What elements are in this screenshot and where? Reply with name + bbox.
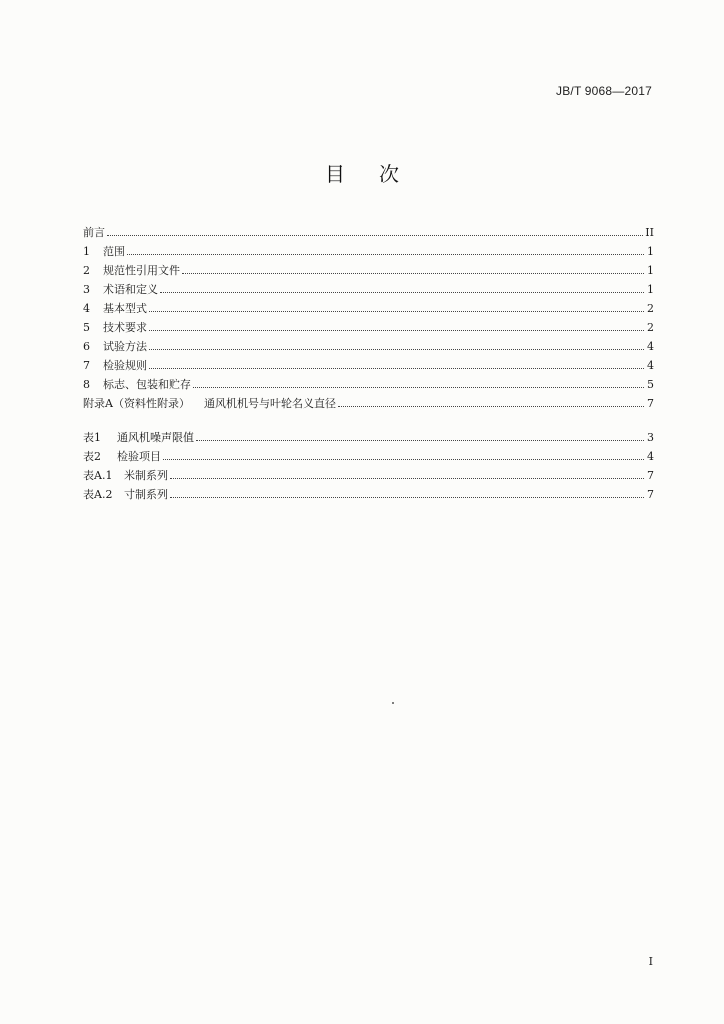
toc-entry-page: 4 <box>647 340 654 353</box>
toc-entry-terms-definitions[interactable] <box>83 280 654 299</box>
toc-entry-number: 7 <box>83 359 90 372</box>
table-entry-label: 通风机噪声限值 <box>117 431 194 444</box>
table-entry-page: 4 <box>647 450 654 463</box>
toc-entry-page: 1 <box>647 245 654 258</box>
table-entry-page: 7 <box>647 488 654 501</box>
table-entry-number: 表A.1 <box>83 469 113 482</box>
toc-entry-foreword[interactable] <box>83 223 654 242</box>
toc-entry-page: 7 <box>647 397 654 410</box>
table-entry-label: 寸制系列 <box>124 488 168 501</box>
toc-entry-number: 6 <box>83 340 90 353</box>
toc-entry-number: 5 <box>83 321 90 334</box>
table-list <box>83 428 654 504</box>
toc-entry-label: 检验规则 <box>103 359 147 372</box>
table-entry-a2[interactable] <box>83 485 654 504</box>
toc-entry-inspection-rules[interactable] <box>83 356 654 375</box>
scan-speck <box>392 702 394 704</box>
leader-dots <box>107 235 643 236</box>
leader-dots <box>149 368 644 369</box>
toc-entry-page: 5 <box>647 378 654 391</box>
leader-dots <box>149 349 644 350</box>
toc-entry-number: 2 <box>83 264 90 277</box>
toc-entry-label: 试验方法 <box>103 340 147 353</box>
table-entry-1[interactable] <box>83 428 654 447</box>
table-entry-a1[interactable] <box>83 466 654 485</box>
toc-entry-label: 技术要求 <box>103 321 147 334</box>
toc-entry-technical-requirements[interactable] <box>83 318 654 337</box>
table-entry-label: 检验项目 <box>117 450 161 463</box>
leader-dots <box>149 311 644 312</box>
toc-entry-page: II <box>645 226 654 239</box>
toc-entry-annex-a[interactable] <box>83 394 654 413</box>
toc-entry-page: 2 <box>647 321 654 334</box>
leader-dots <box>170 497 644 498</box>
toc-entry-marking-packaging-storage[interactable] <box>83 375 654 394</box>
toc-entry-basic-types[interactable] <box>83 299 654 318</box>
toc-entry-number: 附录A（资料性附录） <box>83 397 190 410</box>
toc-entry-number: 4 <box>83 302 90 315</box>
table-entry-number: 表2 <box>83 450 101 463</box>
toc-entry-number: 8 <box>83 378 90 391</box>
leader-dots <box>338 406 644 407</box>
leader-dots <box>196 440 644 441</box>
table-entry-number: 表A.2 <box>83 488 113 501</box>
table-entry-label: 米制系列 <box>124 469 168 482</box>
toc-list <box>83 223 654 413</box>
toc-entry-label: 前言 <box>83 226 105 239</box>
leader-dots <box>127 254 644 255</box>
page-number: I <box>648 955 653 968</box>
toc-entry-label: 术语和定义 <box>103 283 158 296</box>
table-entry-number: 表1 <box>83 431 101 444</box>
toc-entry-page: 1 <box>647 283 654 296</box>
toc-entry-label: 规范性引用文件 <box>103 264 180 277</box>
toc-entry-page: 2 <box>647 302 654 315</box>
leader-dots <box>163 459 644 460</box>
leader-dots <box>149 330 644 331</box>
toc-entry-label: 标志、包装和贮存 <box>103 378 191 391</box>
toc-entry-page: 4 <box>647 359 654 372</box>
toc-entry-normative-references[interactable] <box>83 261 654 280</box>
toc-entry-number: 1 <box>83 245 90 258</box>
page-title: 目次 <box>325 162 433 186</box>
toc-entry-label: 范围 <box>103 245 125 258</box>
toc-entry-test-methods[interactable] <box>83 337 654 356</box>
toc-entry-label: 通风机机号与叶轮名义直径 <box>203 397 336 410</box>
standard-code: JB/T 9068—2017 <box>556 84 652 98</box>
leader-dots <box>170 478 644 479</box>
toc-entry-scope[interactable] <box>83 242 654 261</box>
table-entry-page: 7 <box>647 469 654 482</box>
leader-dots <box>193 387 644 388</box>
toc-entry-page: 1 <box>647 264 654 277</box>
table-entry-page: 3 <box>647 431 654 444</box>
leader-dots <box>160 292 644 293</box>
leader-dots <box>182 273 644 274</box>
table-entry-2[interactable] <box>83 447 654 466</box>
toc-entry-label: 基本型式 <box>103 302 147 315</box>
toc-entry-number: 3 <box>83 283 90 296</box>
